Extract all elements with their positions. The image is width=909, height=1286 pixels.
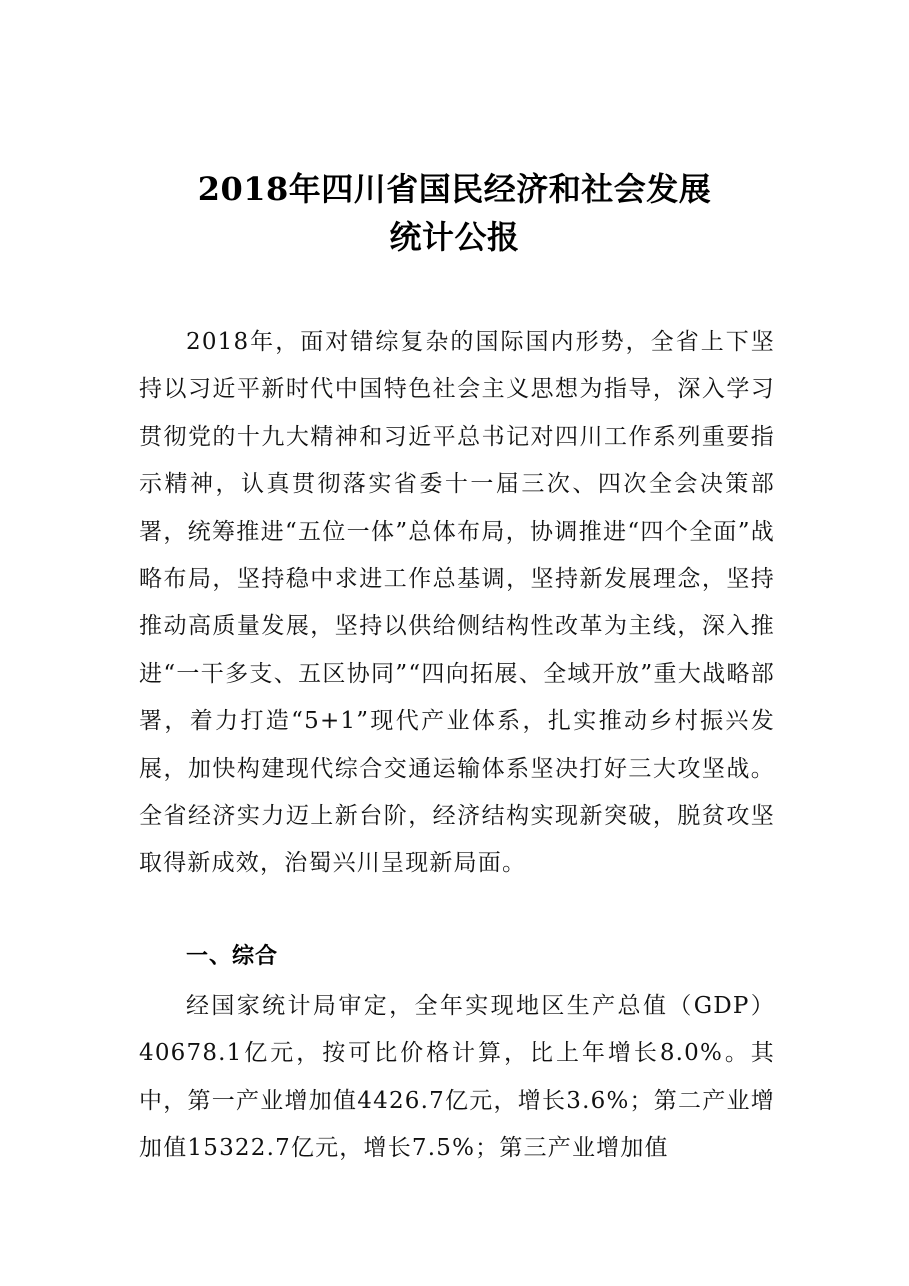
- gdp-paragraph: 经国家统计局审定，全年实现地区生产总值（GDP）40678.1亿元，按可比价格计算，比上年增长8.0%。其中，第一产业增加值4426.7亿元，增长3.6%；第二产业增加值15322.7亿元，增长7.5%；第三产业增加值: [139, 993, 775, 1162]
- intro-paragraph: 2018年，面对错综复杂的国际国内形势，全省上下坚持以习近平新时代中国特色社会主义思想为指导，深入学习贯彻党的十九大精神和习近平总书记对四川工作系列重要指示精神，认真贯彻落实省委十一届三次、四次全会决策部署，统筹推进“五位一体”总体布局，协调推进“四个全面”战略布局，坚持稳中求进工作总基调，坚持新发展理念，坚持推动高质量发展，坚持以供给侧结构性改革为主线，深入推进“一干多支、五区协同”“四向拓展、全域开放”重大战略部署，着力打造“5+1”现代产业体系，扎实推动乡村振兴发展，加快构建现代综合交通运输体系坚决打好三大攻坚战。全省经济实力迈上新台阶，经济结构实现新突破，脱贫攻坚取得新成效，治蜀兴川呈现新局面。: [139, 329, 775, 877]
- document-title-line-2: 统计公报: [389, 218, 520, 256]
- document-title-line-1: 2018年四川省国民经济和社会发展: [197, 170, 712, 208]
- section-heading-overview: 一、综合: [186, 944, 279, 969]
